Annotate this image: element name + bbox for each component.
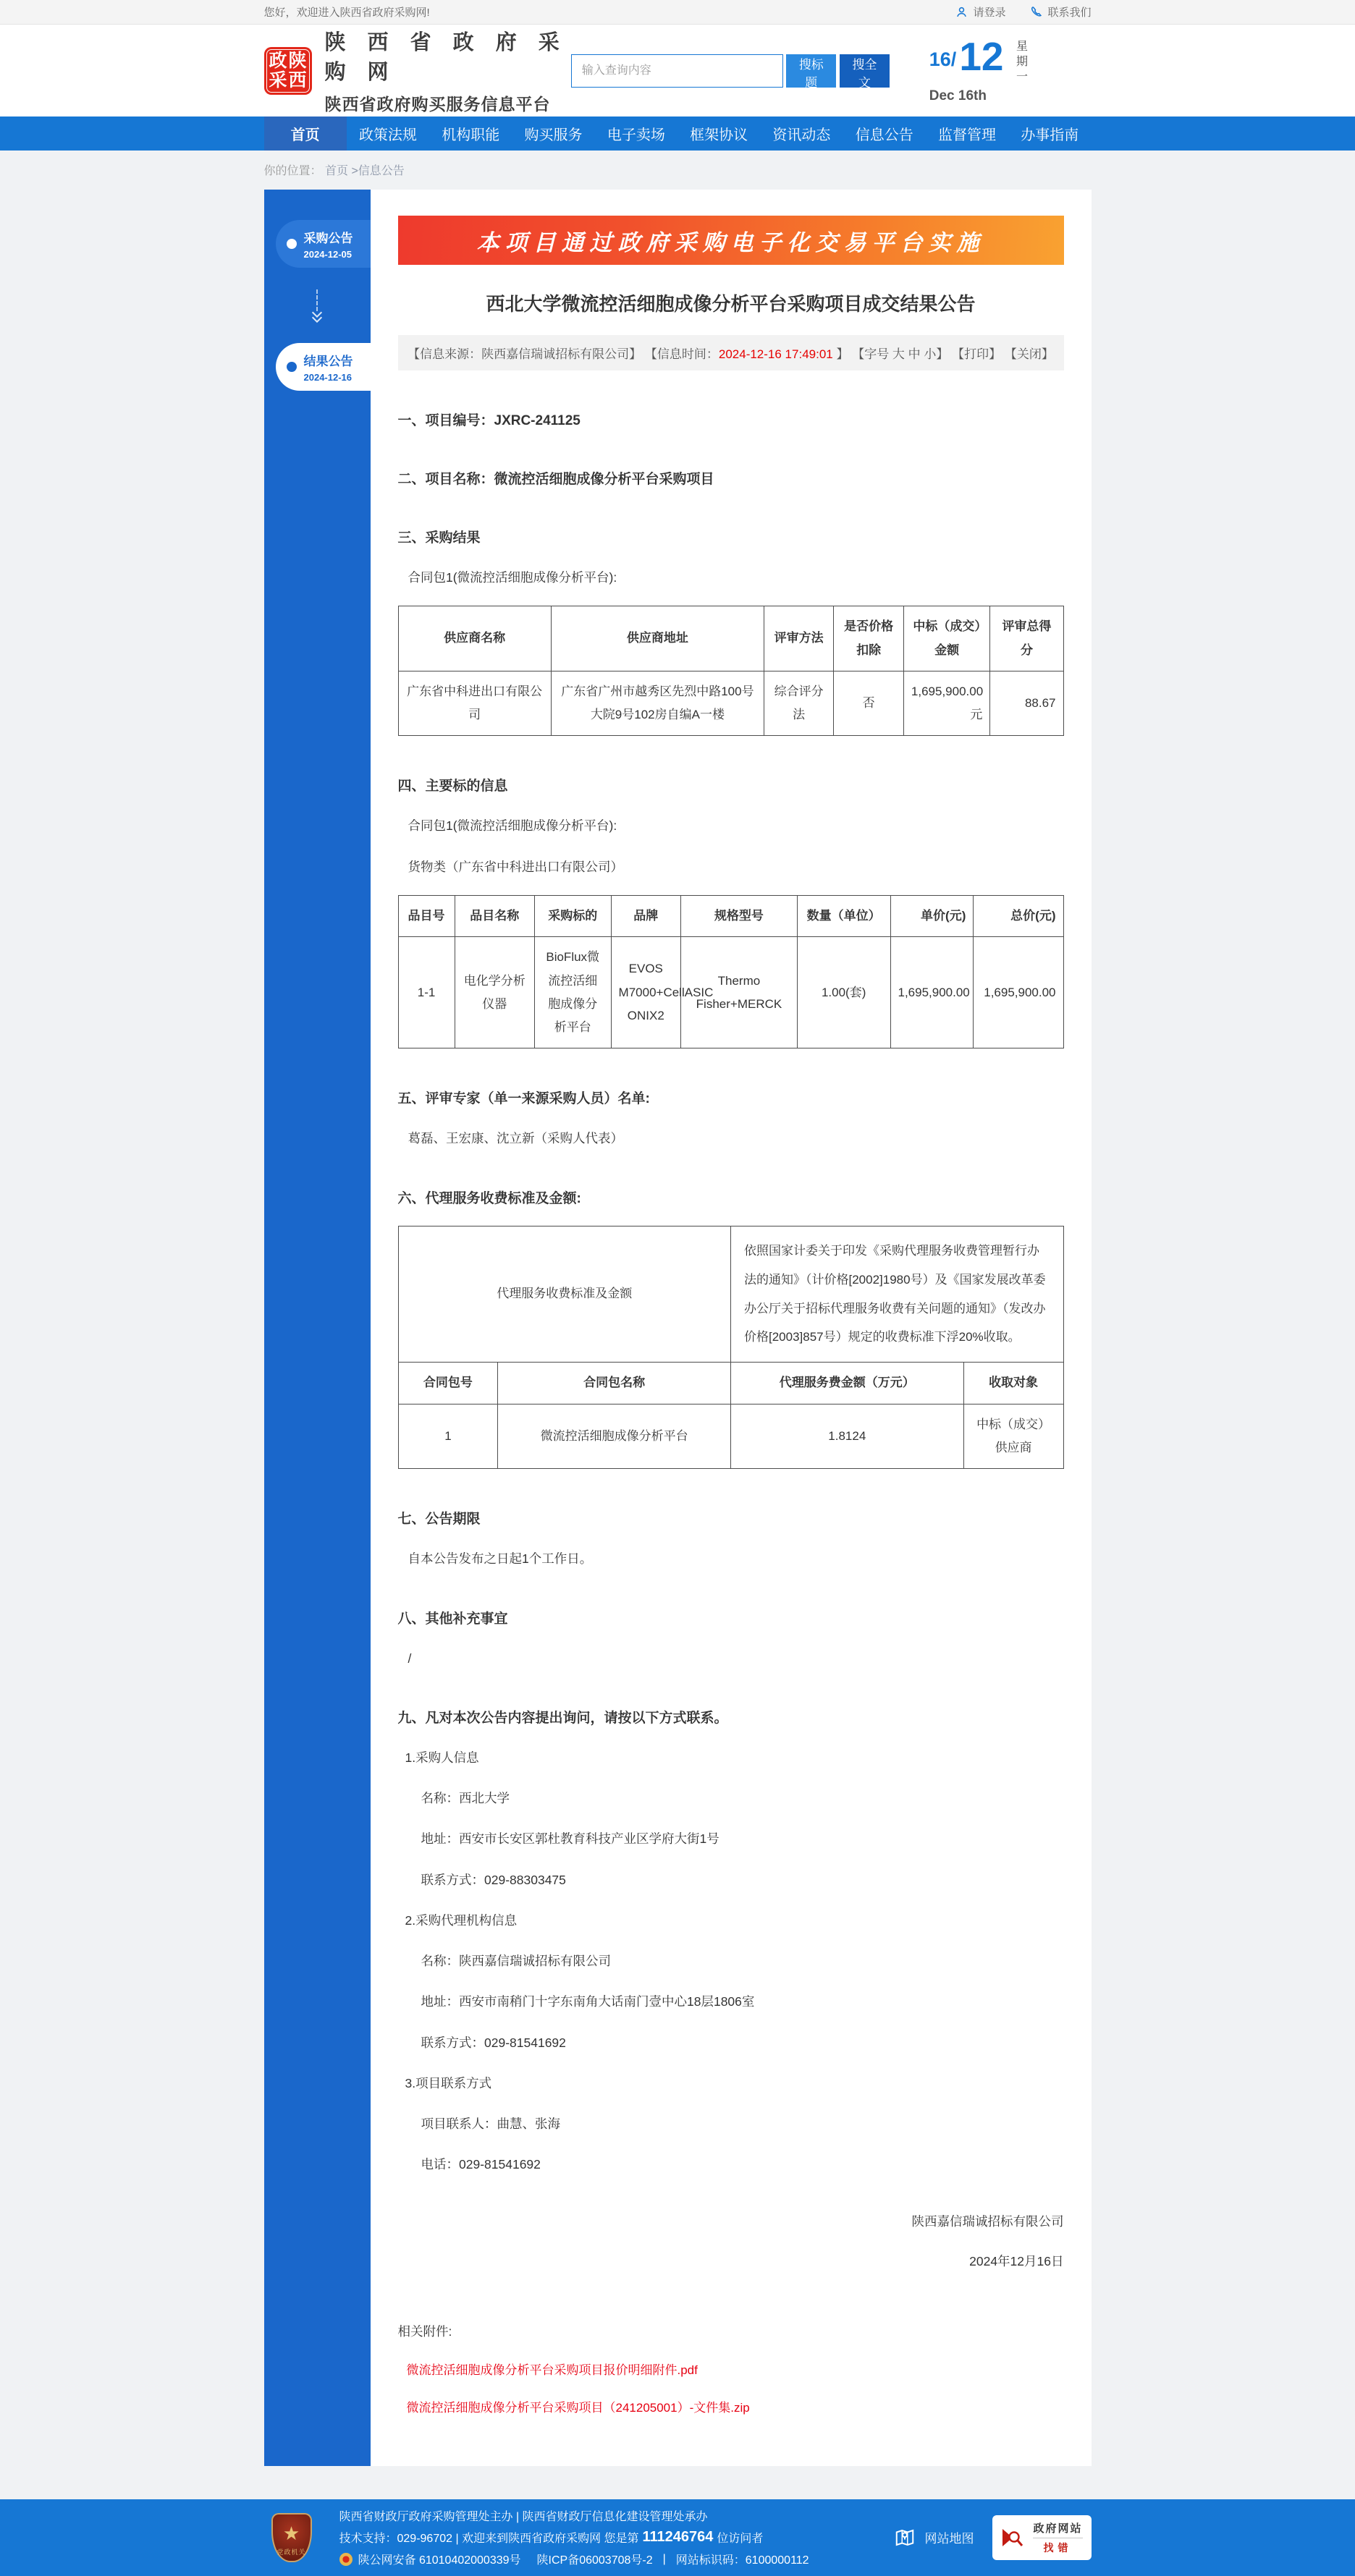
section-9-heading: 九、凡对本次公告内容提出询问，请按以下方式联系。 (397, 1710, 728, 1726)
date-month: 12 (959, 34, 1004, 79)
contact-line: 3.项目联系方式 (405, 2075, 492, 2090)
print-button[interactable]: 【打印】 (952, 347, 1002, 361)
platform-banner: 本项目通过政府采购电子化交易平台实施 (398, 216, 1064, 265)
sidebar-item-procurement-notice[interactable] (276, 220, 371, 268)
timeline-sidebar (264, 190, 371, 2466)
nav-item[interactable]: 首页 (264, 116, 347, 151)
contract-package-line: 合同包1(微流控活细胞成像分析平台): (408, 570, 617, 585)
font-size-controls[interactable]: 【字号 大 中 小】 (852, 347, 949, 361)
experts-line: 葛磊、王宏康、沈立新（采购人代表） (408, 1131, 623, 1146)
table-row: 1-1 电化学分析仪器 BioFlux微流控活细胞成像分析平台 EVOS M7000+CellASIC ONIX2 Thermo Fisher+MERCK 1.00(套) 1,695,900.00 1,695,900.00 (398, 937, 1063, 1048)
contact-line: 项目联系人：曲慧、张海 (421, 2117, 560, 2132)
section-2-heading: 二、项目名称：微流控活细胞成像分析平台采购项目 (397, 472, 714, 487)
table-header-row: 品目号 品目名称 采购标的 品牌 规格型号 数量（单位） 单价(元) 总价(元) (398, 895, 1063, 936)
table-merged-row: 代理服务收费标准及金额 依照国家计委关于印发《采购代理服务收费管理暂行办法的通知》（计价格[2002]1980号）及《国家发展改革委办公厅关于招标代理服务收费有关问题的通知》（发改办价格[2003]857号）规定的收费标准下浮20%收取。 (398, 1226, 1063, 1363)
contact-link[interactable] (1030, 4, 1091, 20)
contact-line: 地址：西安市南稍门十字东南角大话南门壹中心18层1806室 (421, 1994, 755, 2009)
welcome-text: 您好，欢迎进入陕西省政府采购网! (263, 7, 430, 19)
close-button[interactable]: 【关闭】 (1004, 347, 1054, 361)
dot-icon (287, 239, 297, 249)
date-widget (929, 34, 1063, 104)
search-bar (571, 54, 890, 88)
error-report-badge[interactable]: 政府网站 找错 (992, 2515, 1091, 2560)
sidebar-item-title: 结果公告 (303, 355, 353, 368)
footer-beian-line: 陕公网安备 61010402000339号 陕ICP备06003708号-2 | 网站标识码：6100000112 (339, 2551, 809, 2567)
login-link[interactable] (955, 4, 1005, 20)
site-header (0, 25, 1355, 116)
police-badge-icon (339, 2553, 353, 2566)
breadcrumb-current[interactable]: >信息公告 (351, 165, 405, 177)
notice-period-line: 自本公告发布之日起1个工作日。 (408, 1551, 593, 1567)
date-weekday: 星期一 (1014, 40, 1027, 85)
date-day: 16/ (929, 48, 957, 70)
magnifier-icon (1001, 2527, 1026, 2549)
table-row: 广东省中科进出口有限公司 广东省广州市越秀区先烈中路100号大院9号102房自编A一楼 综合评分法 否 1,695,900.00元 88.67 (398, 671, 1063, 736)
police-beian[interactable]: 陕公网安备 61010402000339号 (358, 2554, 521, 2567)
attachment-link[interactable]: 微流控活细胞成像分析平台采购项目（241205001）-文件集.zip (406, 2400, 750, 2415)
footer-organizer-line: 陕西省财政厅政府采购管理处主办 | 陕西省财政厅信息化建设管理处承办 (339, 2511, 708, 2524)
supplement-line: / (408, 1651, 412, 1666)
attachment-link[interactable]: 微流控活细胞成像分析平台采购项目报价明细附件.pdf (406, 2363, 698, 2377)
section-3-heading: 三、采购结果 (397, 530, 481, 546)
article-meta: 【信息来源：陕西嘉信瑞诚招标有限公司】 【信息时间：2024-12-16 17:49:01 】 【字号 大 中 小】 【打印】 【关闭】 (398, 335, 1064, 370)
signature-company: 陕西嘉信瑞诚招标有限公司 (911, 2213, 1064, 2229)
site-subtitle: 陕西省政府购买服务信息平台 (324, 95, 551, 114)
agency-fee-table (398, 1226, 1064, 1470)
search-fulltext-button[interactable]: 搜全文 (840, 54, 890, 88)
party-gov-badge-icon: ★ 党政机关 (271, 2513, 312, 2562)
meta-time-label: 【信息时间： (644, 347, 719, 361)
sidebar-item-title: 采购公告 (303, 232, 353, 245)
contact-label: 联系我们 (1047, 7, 1092, 19)
nav-item[interactable]: 资讯动态 (772, 127, 831, 143)
article-title: 西北大学微流控活细胞成像分析平台采购项目成交结果公告 (486, 293, 976, 315)
dot-icon (287, 362, 297, 372)
map-icon (894, 2527, 916, 2549)
table-header-row: 合同包号 合同包名称 代理服务费金额（万元） 收取对象 (398, 1363, 1063, 1404)
table-row: 1 微流控活细胞成像分析平台 1.8124 中标（成交）供应商 (398, 1404, 1063, 1469)
footer-support-line: 技术支持：029-96702 | 欢迎来到陕西省政府采购网 您是第 111246764 位访问者 (339, 2529, 764, 2546)
sidebar-item-date: 2024-12-16 (303, 372, 352, 383)
nav-item[interactable]: 办事指南 (1021, 127, 1079, 143)
signature-block (398, 2212, 1064, 2270)
section-5-heading: 五、评审专家（单一来源采购人员）名单: (397, 1091, 650, 1107)
contact-line: 名称：西北大学 (421, 1791, 510, 1806)
nav-item[interactable]: 机构职能 (442, 127, 500, 143)
section-1-heading: 一、项目编号：JXRC-241125 (397, 413, 581, 428)
search-title-button[interactable]: 搜标题 (786, 54, 836, 88)
breadcrumb (264, 151, 1092, 190)
section-6-heading: 六、代理服务收费标准及金额: (397, 1190, 581, 1206)
search-input[interactable] (571, 54, 784, 88)
meta-source: 【信息来源：陕西嘉信瑞诚招标有限公司】 (408, 347, 642, 361)
contract-package-line: 合同包1(微流控活细胞成像分析平台): (408, 818, 617, 834)
topbar (0, 0, 1355, 25)
contact-line: 名称：陕西嘉信瑞诚招标有限公司 (421, 1954, 611, 1969)
supplier-result-table (398, 606, 1064, 736)
items-table (398, 895, 1064, 1048)
nav-item[interactable]: 监督管理 (938, 127, 997, 143)
breadcrumb-home[interactable]: 首页 (324, 165, 348, 177)
login-label: 请登录 (973, 7, 1006, 19)
nav-item[interactable]: 信息公告 (855, 127, 913, 143)
date-english: Dec 16th (929, 88, 987, 103)
contact-line: 2.采购代理机构信息 (405, 1912, 518, 1928)
breadcrumb-prefix: 你的位置： (263, 165, 322, 177)
sidebar-item-date: 2024-12-05 (303, 249, 352, 260)
article-panel (371, 190, 1092, 2466)
site-code: 网站标识码：6100000112 (675, 2554, 809, 2567)
section-8-heading: 八、其他补充事宜 (397, 1611, 508, 1627)
nav-item[interactable]: 购买服务 (524, 127, 583, 143)
contact-line: 联系方式：029-88303475 (421, 1872, 566, 1887)
nav-item[interactable]: 政策法规 (358, 127, 417, 143)
main-nav (0, 116, 1355, 151)
sidebar-item-result-notice[interactable] (276, 343, 371, 391)
section-7-heading: 七、公告期限 (397, 1512, 481, 1528)
goods-category-line: 货物类（广东省中科进出口有限公司） (408, 859, 623, 874)
table-header-row: 供应商名称 供应商地址 评审方法 是否价格扣除 中标（成交）金额 评审总得分 (398, 606, 1063, 671)
site-name: 陕 西 省 政 府 采 购 网 (324, 31, 567, 84)
section-4-heading: 四、主要标的信息 (397, 779, 508, 795)
site-logo: 政 陕 采 西 (264, 47, 312, 95)
sitemap-link[interactable]: 网站地图 (894, 2527, 974, 2549)
arrow-down-icon (264, 289, 371, 321)
contact-line: 联系方式：029-81541692 (421, 2035, 566, 2050)
contact-line: 1.采购人信息 (405, 1750, 479, 1765)
nav-item[interactable]: 框架协议 (690, 127, 748, 143)
visitor-count: 111246764 (642, 2529, 714, 2546)
site-footer (0, 2499, 1355, 2576)
nav-item[interactable]: 电子卖场 (607, 127, 665, 143)
icp-number[interactable]: 陕ICP备06003708号-2 (536, 2554, 653, 2567)
phone-icon (1030, 6, 1042, 18)
signature-date: 2024年12月16日 (969, 2253, 1064, 2268)
meta-time: 2024-12-16 17:49:01 (718, 347, 833, 361)
attachments-label: 相关附件: (397, 2323, 452, 2339)
contact-line: 电话：029-81541692 (421, 2157, 541, 2172)
user-icon (955, 6, 968, 18)
contact-line: 地址：西安市长安区郭杜教育科技产业区学府大街1号 (421, 1831, 719, 1847)
